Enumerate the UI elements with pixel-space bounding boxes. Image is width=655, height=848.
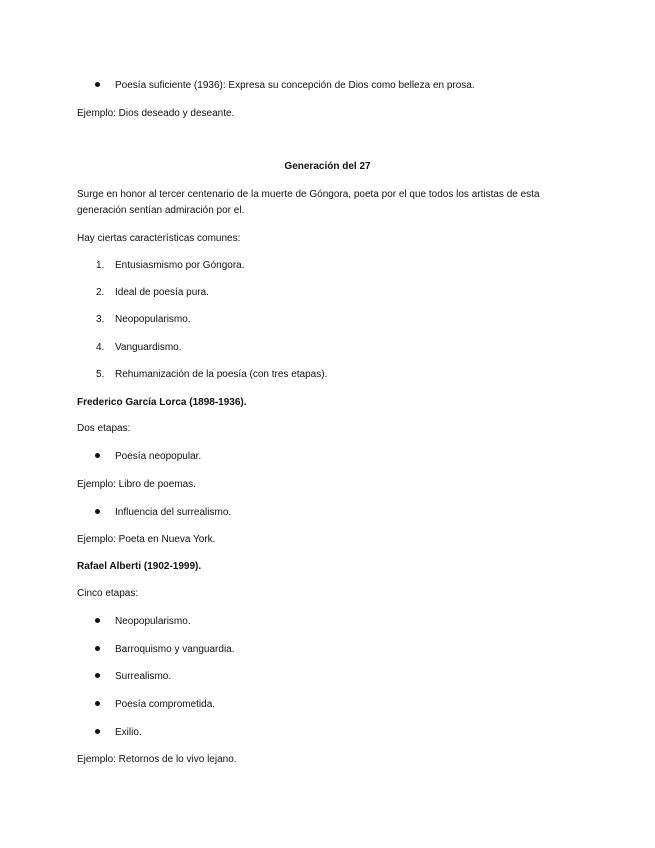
intro-paragraph-line-2: generación sentían admiración por el.: [77, 205, 245, 216]
intro-paragraph-line-1: Surge en honor al tercer centenario de la muerte de Góngora, poeta por el que todos los artistas de esta: [77, 189, 540, 200]
lorca-stage-1: Poesía neopopular.: [115, 451, 202, 462]
alberti-stage: Surrealismo.: [115, 671, 172, 682]
bullet-dot: [95, 701, 100, 706]
lorca-example-2: Ejemplo: Poeta en Nueva York.: [77, 534, 216, 545]
section-heading: Generación del 27: [284, 161, 371, 172]
alberti-stage: Exilio.: [115, 727, 142, 738]
list-number: 5.: [96, 369, 105, 380]
lorca-stages-intro: Dos etapas:: [77, 423, 131, 434]
lorca-example-1: Ejemplo: Libro de poemas.: [77, 479, 196, 490]
list-number: 3.: [96, 314, 105, 325]
alberti-example: Ejemplo: Retornos de lo vivo lejano.: [77, 754, 237, 765]
alberti-stages-intro: Cinco etapas:: [77, 588, 139, 599]
bullet-dot: [95, 618, 100, 623]
characteristic-item: Entusiasmismo por Góngora.: [115, 260, 245, 271]
author-heading-alberti: Rafael Alberti (1902-1999).: [77, 561, 202, 572]
bullet-dot: [95, 82, 100, 87]
list-number: 2.: [96, 287, 105, 298]
alberti-stage: Barroquismo y vanguardia.: [115, 644, 235, 655]
bullet-dot: [95, 729, 100, 734]
alberti-stage: Neopopularismo.: [115, 616, 191, 627]
bullet-dot: [95, 509, 100, 514]
bullet-text-poesia-suficiente: Poesía suficiente (1936): Expresa su concepción de Dios como belleza en prosa.: [115, 80, 475, 91]
author-heading-lorca: Frederico García Lorca (1898-1936).: [77, 397, 247, 408]
lorca-stage-2: Influencia del surrealismo.: [115, 507, 232, 518]
characteristic-item: Ideal de poesía pura.: [115, 287, 209, 298]
list-number: 4.: [96, 342, 105, 353]
characteristics-intro: Hay ciertas características comunes:: [77, 233, 241, 244]
characteristic-item: Rehumanización de la poesía (con tres etapas).: [115, 369, 328, 380]
list-number: 1.: [96, 260, 105, 271]
characteristic-item: Vanguardismo.: [115, 342, 182, 353]
bullet-dot: [95, 673, 100, 678]
characteristic-item: Neopopularismo.: [115, 314, 191, 325]
bullet-dot: [95, 453, 100, 458]
alberti-stage: Poesía comprometida.: [115, 699, 216, 710]
example-dios-deseado: Ejemplo: Dios deseado y deseante.: [77, 108, 235, 119]
bullet-dot: [95, 646, 100, 651]
